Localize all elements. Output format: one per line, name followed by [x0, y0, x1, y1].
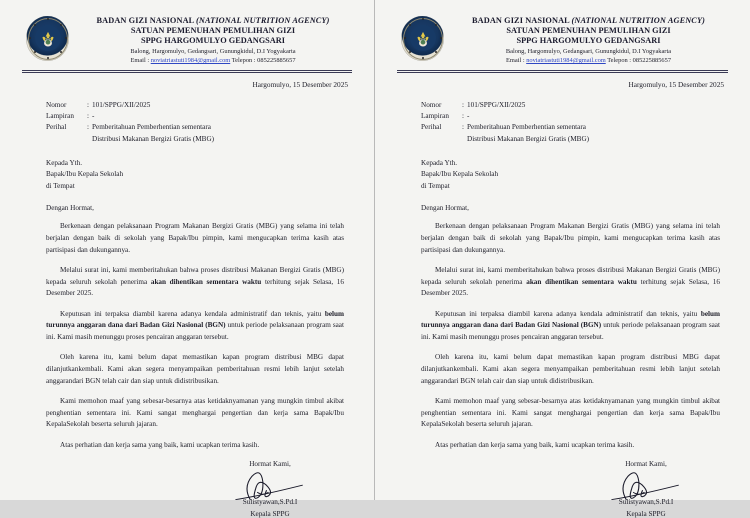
letterhead-text	[451, 16, 728, 66]
colon-nomor: :	[87, 101, 89, 110]
email-label: Email :	[505, 57, 527, 65]
org-name-english: (NATIONAL NUTRITION AGENCY)	[196, 16, 330, 25]
signer-role: Kepala SPPG	[250, 509, 290, 518]
value-perihal: Pemberitahuan Pemberhentian sementara	[467, 123, 586, 132]
value-lampiran: -	[92, 112, 95, 121]
reference-row-nomor	[421, 100, 728, 111]
signer-name: Sulistyawan,S.Pd.I	[618, 497, 674, 506]
letterhead	[397, 16, 728, 66]
addressee-line-3: di Tempat	[421, 181, 450, 190]
body-paragraph-1: Berkenaan dengan pelaksanaan Program Makanan Bergizi Gratis (MBG) yang selama ini telah berjalan dengan baik di sekolah yang Bapak/Ibu pimpin, kami mengucapkan terima kasih atas partisipasi dan dukungannya.	[46, 222, 344, 254]
p2-part-b: terhitung sejak Selasa, 16 Desember 2025.	[46, 277, 344, 298]
body-paragraph-3	[421, 309, 720, 344]
letter-body	[22, 221, 352, 451]
colon-perihal: :	[462, 123, 464, 132]
addressee-line-3: di Tempat	[46, 181, 75, 190]
email-label: Email :	[130, 57, 151, 65]
letter-page-2	[375, 0, 750, 518]
letter-body	[397, 221, 728, 451]
p2-part-a: Melalui surat ini, kami memberitahukan bahwa proses distribusi Makanan Bergizi Gratis (MBG) kepada seluruh sekolah penerima	[421, 265, 720, 286]
body-paragraph-1: Berkenaan dengan pelaksanaan Program Makanan Bergizi Gratis (MBG) yang selama ini telah berjalan dengan baik di sekolah yang Bapak/Ibu pimpin, kami mengucapkan terima kasih atas partisipasi dan dukungannya.	[421, 222, 720, 254]
reference-row-lampiran	[421, 111, 728, 122]
divider-thick	[397, 70, 728, 71]
body-paragraph-5: Kami memohon maaf yang sebesar-besarnya atas ketidaknyamanan yang mungkin timbul akibat penghentian sementara ini. Kami sangat menghargai pengertian dan kerja sama Bapak/Ibu KepalaSekolah beserta seluruh jajaran.	[46, 397, 344, 429]
subject-second-line: Distribusi Makanan Bergizi Gratis (MBG)	[92, 134, 215, 143]
org-name-line-3: SPPG HARGOMULYO GEDANGSARI	[141, 36, 285, 46]
emblem-dot-ring	[401, 16, 444, 61]
email-link[interactable]: noviatriastuti1984@gmail.com	[526, 57, 606, 65]
handwritten-signature-icon	[578, 469, 714, 501]
value-lampiran: -	[467, 112, 470, 121]
label-nomor: Nomor	[46, 101, 67, 110]
reference-row-nomor	[46, 100, 352, 111]
org-name-english: (NATIONAL NUTRITION AGENCY)	[571, 16, 705, 25]
badan-gizi-nasional-emblem-icon	[26, 16, 69, 61]
letterhead-divider	[397, 70, 728, 73]
addressee-line-2: Bapak/Ibu Kepala Sekolah	[46, 170, 124, 179]
addressee-block	[22, 158, 352, 193]
p3-part-b: untuk periode pelaksanaan program saat ini. Kami masih menunggu proses pencairan anggaran tersebut.	[46, 321, 344, 342]
colon-perihal: :	[87, 123, 89, 132]
handwritten-signature-icon	[202, 469, 338, 501]
p2-emphasis: akan dihentikan sementara waktu	[150, 277, 262, 286]
p2-part-a: Melalui surat ini, kami memberitahukan bahwa proses distribusi Makanan Bergizi Gratis (MBG) kepada seluruh sekolah penerima	[46, 265, 344, 286]
addressee-block	[397, 158, 728, 193]
colon-nomor: :	[462, 101, 464, 110]
salutation: Dengan Hormat,	[421, 204, 469, 213]
label-lampiran: Lampiran	[46, 112, 74, 121]
body-paragraph-2	[421, 265, 720, 300]
org-contact	[451, 56, 726, 65]
reference-row-perihal	[421, 122, 728, 133]
divider-thin	[397, 72, 728, 73]
p3-part-a: Keputusan ini terpaksa diambil karena adanya kendala administratif dan teknis, yaitu	[60, 309, 325, 318]
divider-thin	[22, 72, 352, 73]
email-link[interactable]: noviatriastuti1984@gmail.com	[150, 57, 231, 65]
badan-gizi-nasional-emblem-icon	[401, 16, 444, 61]
org-address: Balong, Hargomulyo, Gedangsari, Gunungkidul, D.I Yogyakarta	[505, 48, 672, 55]
reference-block	[22, 100, 352, 145]
org-name-line-2: SATUAN PEMENUHAN PEMULIHAN GIZI	[506, 25, 671, 35]
org-name-line-1	[76, 16, 350, 26]
divider-thick	[22, 70, 352, 71]
phone-text: Telepon : 085225885657	[605, 57, 672, 65]
signature-closing: Hormat Kami,	[625, 459, 667, 468]
date-line: Hargomulyo, 15 Desember 2025	[252, 80, 348, 90]
org-name-plain: BADAN GIZI NASIONAL	[472, 16, 572, 25]
body-paragraph-3	[46, 309, 344, 344]
signer-name: Sulistyawan,S.Pd.I	[242, 497, 298, 506]
org-name-line-2: SATUAN PEMENUHAN PEMULIHAN GIZI	[130, 25, 296, 35]
emblem-dot-ring	[26, 16, 69, 61]
org-name-line-1	[451, 16, 726, 26]
body-paragraph-6: Atas perhatian dan kerja sama yang baik, kami ucapkan terima kasih.	[60, 440, 260, 449]
salutation: Dengan Hormat,	[46, 204, 94, 213]
body-paragraph-6: Atas perhatian dan kerja sama yang baik, kami ucapkan terima kasih.	[435, 440, 635, 449]
letterhead	[22, 16, 352, 66]
reference-row-perihal	[46, 122, 352, 133]
org-contact	[76, 56, 350, 65]
value-perihal: Pemberitahuan Pemberhentian sementara	[92, 123, 211, 132]
colon-lampiran: :	[462, 112, 464, 121]
addressee-line-2: Bapak/Ibu Kepala Sekolah	[421, 170, 499, 179]
signature-block	[202, 460, 352, 518]
org-name-line-3: SPPG HARGOMULYO GEDANGSARI	[516, 36, 661, 46]
body-paragraph-4: Oleh karena itu, kami belum dapat memastikan kapan program distribusi MBG dapat dilanjutkankembali. Kami akan segera menyampaikan pemberitahuan resmi lebih lanjut setelah anggarandari BGN telah cair dan siap untuk didistribusikan.	[421, 353, 720, 385]
colon-lampiran: :	[87, 112, 89, 121]
signature-closing: Hormat Kami,	[249, 459, 291, 468]
p3-emphasis: belum turunnya anggaran dana dari Badan Gizi Nasional (BGN)	[46, 309, 344, 330]
phone-text: Telepon : 085225885657	[230, 57, 296, 65]
reference-block	[397, 100, 728, 145]
addressee-line-1: Kepada Yth.	[421, 158, 458, 167]
p2-emphasis: akan dihentikan sementara waktu	[526, 277, 637, 286]
letterhead-divider	[22, 70, 352, 73]
org-name-plain: BADAN GIZI NASIONAL	[96, 16, 197, 25]
signer-role: Kepala SPPG	[626, 509, 666, 518]
p3-emphasis: belum turunnya anggaran dana dari Badan Gizi Nasional (BGN)	[421, 309, 720, 330]
subject-second-line: Distribusi Makanan Bergizi Gratis (MBG)	[467, 134, 590, 143]
label-nomor: Nomor	[421, 101, 442, 110]
label-perihal: Perihal	[46, 123, 67, 132]
reference-row-lampiran	[46, 111, 352, 122]
label-perihal: Perihal	[421, 123, 442, 132]
org-address: Balong, Hargomulyo, Gedangsari, Gunungkidul, D.I Yogyakarta	[130, 48, 296, 55]
date-line: Hargomulyo, 15 Desember 2025	[628, 80, 724, 90]
p2-part-b: terhitung sejak Selasa, 16 Desember 2025.	[421, 277, 720, 298]
value-nomor: 101/SPPG/XII/2025	[92, 101, 151, 110]
p3-part-a: Keputusan ini terpaksa diambil karena adanya kendala administratif dan teknis, yaitu	[435, 309, 701, 318]
p3-part-b: untuk periode pelaksanaan program saat ini. Kami masih menunggu proses pencairan anggaran tersebut.	[421, 321, 720, 342]
signature-block	[578, 460, 728, 518]
value-nomor: 101/SPPG/XII/2025	[467, 101, 526, 110]
label-lampiran: Lampiran	[421, 112, 449, 121]
addressee-line-1: Kepada Yth.	[46, 158, 83, 167]
letterhead-text	[76, 16, 352, 66]
body-paragraph-4: Oleh karena itu, kami belum dapat memastikan kapan program distribusi MBG dapat dilanjutkankembali. Kami akan segera menyampaikan pemberitahuan resmi lebih lanjut setelah anggarandari BGN telah cair dan siap untuk didistribusikan.	[46, 353, 344, 385]
body-paragraph-2	[46, 265, 344, 300]
body-paragraph-5: Kami memohon maaf yang sebesar-besarnya atas ketidaknyamanan yang mungkin timbul akibat penghentian sementara ini. Kami sangat menghargai pengertian dan kerja sama Bapak/Ibu KepalaSekolah beserta seluruh jajaran.	[421, 397, 720, 429]
